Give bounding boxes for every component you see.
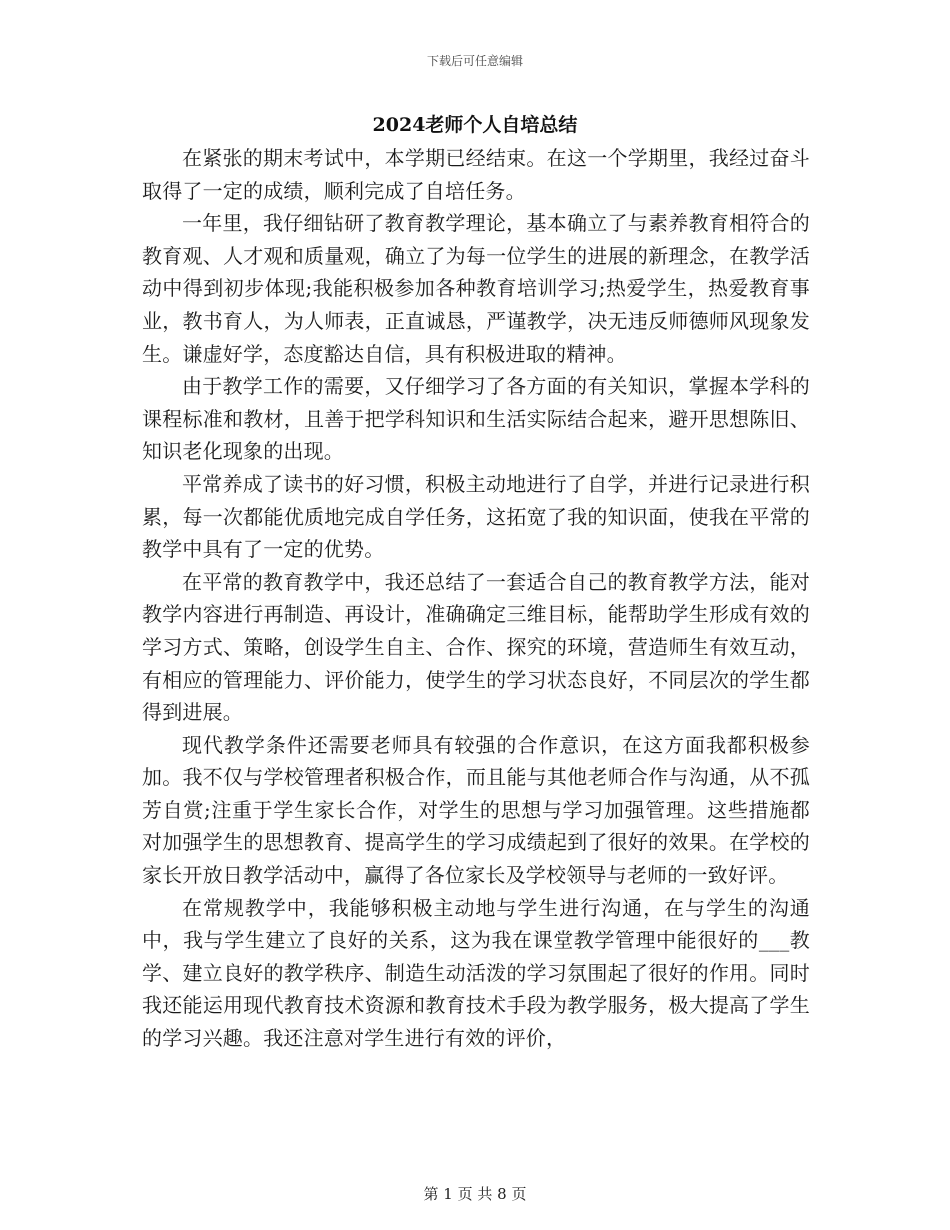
paragraph-7: 在常规教学中，我能够积极主动地与学生进行沟通，在与学生的沟通中，我与学生建立了良好的关系，这为我在课堂教学管理中能很好的___教学、建立良好的教学秩序、制造生动活泼的学习氛围起了很好的作用。同时我还能运用现代教育技术资源和教育技术手段为教学服务，极大提高了学生的学习兴趣。我还注意对学生进行有效的评价， bbox=[142, 895, 810, 1051]
page-indicator: 第 1 页 共 8 页 bbox=[423, 1185, 527, 1203]
paragraph-6: 现代教学条件还需要老师具有较强的合作意识，在这方面我都积极参加。我不仅与学校管理者积极合作，而且能与其他老师合作与沟通，从不孤芳自赏;注重于学生家长合作，对学生的思想与学习加强管理。这些措施都对加强学生的思想教育、提高学生的学习成绩起到了很好的效果。在学校的家长开放日教学活动中，赢得了各位家长及学校领导与老师的一致好评。 bbox=[142, 732, 810, 888]
header-note: 下载后可任意编辑 bbox=[426, 54, 523, 68]
paragraph-3: 由于教学工作的需要，又仔细学习了各方面的有关知识，掌握本学科的课程标准和教材，且善于把学科知识和生活实际结合起来，避开思想陈旧、知识老化现象的出现。 bbox=[142, 374, 810, 464]
paragraph-1: 在紧张的期末考试中，本学期已经结束。在这一个学期里，我经过奋斗取得了一定的成绩，顺利完成了自培任务。 bbox=[142, 146, 810, 203]
document-title: 2024老师个人自培总结 bbox=[372, 114, 578, 136]
paragraph-5: 在平常的教育教学中，我还总结了一套适合自己的教育教学方法，能对教学内容进行再制造、再设计，准确确定三维目标，能帮助学生形成有效的学习方式、策略，创设学生自主、合作、探究的环境，营造师生有效互动，有相应的管理能力、评价能力，使学生的学习状态良好，不同层次的学生都得到进展。 bbox=[142, 569, 810, 725]
paragraph-4: 平常养成了读书的好习惯，积极主动地进行了自学，并进行记录进行积累，每一次都能优质地完成自学任务，这拓宽了我的知识面，使我在平常的教学中具有了一定的优势。 bbox=[142, 471, 810, 562]
document-body bbox=[142, 142, 810, 1055]
paragraph-2: 一年里，我仔细钻研了教育教学理论，基本确立了与素养教育相符合的教育观、人才观和质量观，确立了为每一位学生的进展的新理念，在教学活动中得到初步体现;我能积极参加各种教育培训学习;热爱学生，热爱教育事业，教书育人，为人师表，正直诚恳，严谨教学，决无违反师德师风现象发生。谦虚好学，态度豁达自信，具有积极进取的精神。 bbox=[142, 211, 810, 366]
